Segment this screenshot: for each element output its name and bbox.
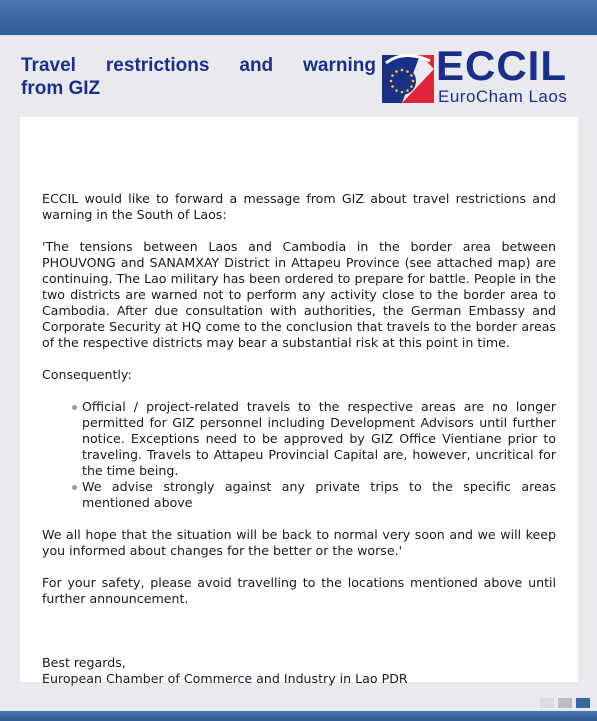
top-banner-bar xyxy=(0,0,597,37)
footer-square xyxy=(576,698,590,708)
newsletter-header xyxy=(0,37,597,117)
hope-paragraph: We all hope that the situation will be back to normal very soon and we will keep you informed about changes for the better or the worse.' xyxy=(42,527,556,558)
consequently-label: Consequently: xyxy=(42,367,132,382)
footer-square xyxy=(540,698,554,708)
title-line-2: from GIZ xyxy=(21,78,101,99)
logo-name: ECCIL xyxy=(436,42,567,89)
title-line-1: Travel restrictions and warning xyxy=(21,55,376,76)
article-panel xyxy=(20,117,578,686)
bottom-banner-bar xyxy=(0,711,597,721)
list-item: Official / project-related travels to the respective areas are no longer permitted for GIZ personnel including Development Advisors until further notice. Exceptions need to be approved by GIZ Office Vientiane prior to traveling. Travels to Attapeu Provincial Capital are, however, uncritical for the time being. xyxy=(82,399,556,478)
page-title xyxy=(21,54,376,100)
restriction-list xyxy=(42,399,556,511)
article-body xyxy=(42,191,556,687)
closing-line: Best regards, xyxy=(42,655,126,670)
eurocham-emblem-icon xyxy=(380,51,434,103)
logo-subtitle: EuroCham Laos xyxy=(438,87,568,106)
quote-paragraph: 'The tensions between Laos and Cambodia in the border area between PHOUVONG and SANAMXAY District in Attapeu Province (see attached map) are continuing. The Lao military has been ordered to prepare for battle. People in the two districts are warned not to perform any activity close to the border area to Cambodia. After due consultation with authorities, the German Embassy and Corporate Security at HQ come to the conclusion that travels to the border areas of the respective districts may bear a substantial risk at this point in time. xyxy=(42,239,556,350)
eccil-logo xyxy=(380,42,580,107)
spacer xyxy=(42,623,556,639)
footer-square xyxy=(558,698,572,708)
list-item: We advise strongly against any private trips to the specific areas mentioned above xyxy=(82,479,556,510)
safety-paragraph: For your safety, please avoid travelling to the locations mentioned above until further announcement. xyxy=(42,575,556,606)
intro-paragraph: ECCIL would like to forward a message from GIZ about travel restrictions and warning in the South of Laos: xyxy=(42,191,556,222)
signature-line: European Chamber of Commerce and Industry in Lao PDR xyxy=(42,671,408,686)
